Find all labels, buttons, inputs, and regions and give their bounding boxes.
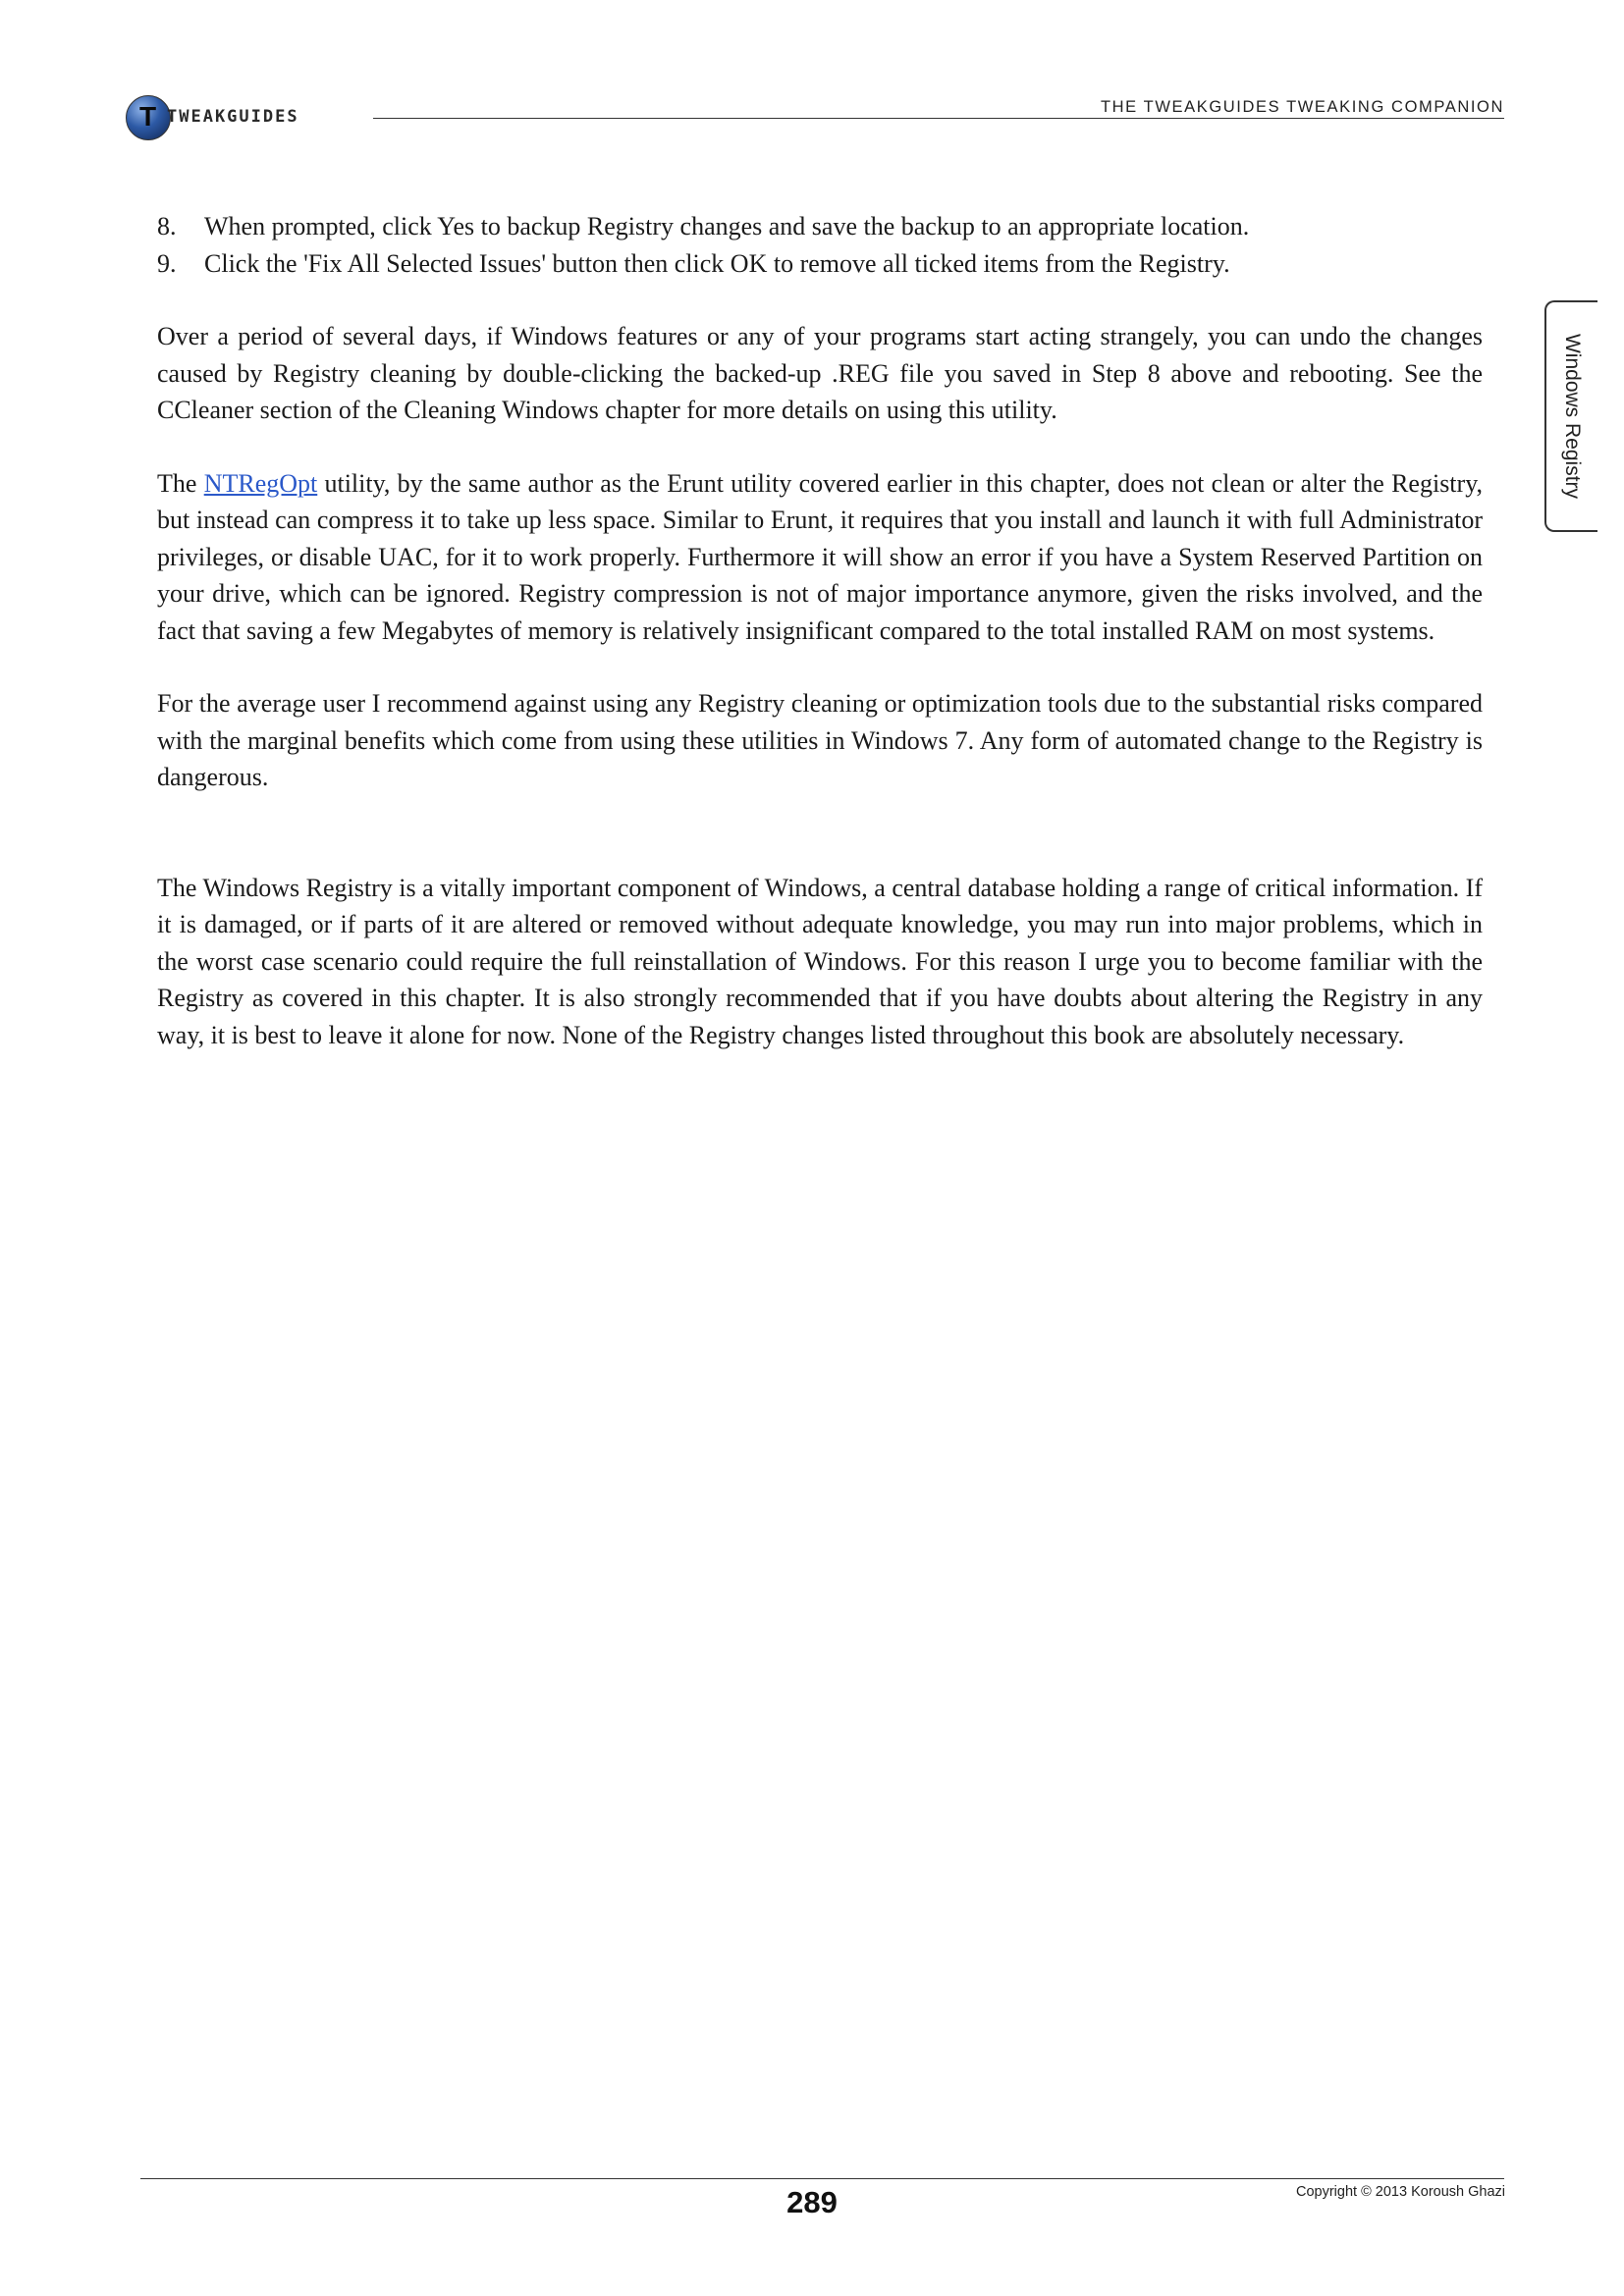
copyright-notice: Copyright © 2013 Koroush Ghazi	[1296, 2184, 1505, 2200]
step-text: Click the 'Fix All Selected Issues' button then click OK to remove all ticked items from the Registry.	[204, 248, 1230, 278]
step-text: When prompted, click Yes to backup Registry changes and save the backup to an appropriate location.	[204, 212, 1250, 240]
logo-wordmark: TWEAKGUIDES	[167, 107, 299, 127]
steps-list	[157, 208, 1483, 282]
step-number: 8.	[157, 212, 177, 240]
paragraph-text: utility, by the same author as the Erunt utility covered earlier in this chapter, does not clean or alter the Registry, but instead can compress it to take up less space. Similar to Erunt, it requires that you install and launch it with full Administrator privileges, or disable UAC, for it to work properly. Furthermore it will show an error if you have a System Reserved Partition on your drive, which can be ignored. Registry compression is not of major importance anymore, given the risks involved, and the fact that saving a few Megabytes of memory is relatively insignificant compared to the total installed RAM on most systems.	[157, 468, 1484, 645]
page-number: 289	[786, 2185, 838, 2219]
footer-rule	[140, 2178, 1504, 2179]
paragraph-conclusion: The Windows Registry is a vitally important component of Windows, a central database holding a range of critical information. If it is damaged, or if parts of it are altered or removed without adequate knowledge, you may run into major problems, which in the worst case scenario could require the full reinstallation of Windows. For this reason I urge you to become familiar with the Registry as covered in this chapter. It is also strongly recommended that if you have doubts about altering the Registry in any way, it is best to leave it alone for now. None of the Registry changes listed throughout this book are absolutely necessary.	[157, 873, 1483, 1049]
logo-t-glyph: T	[139, 101, 157, 132]
list-item	[157, 208, 1483, 245]
ntregopt-link[interactable]: NTRegOpt	[203, 468, 318, 498]
header-rule	[373, 118, 1504, 119]
paragraph-text: The	[157, 468, 204, 498]
list-item	[157, 245, 1483, 283]
step-number: 9.	[157, 248, 177, 278]
page-content	[157, 208, 1483, 1053]
paragraph-ntregopt	[157, 465, 1483, 650]
chapter-side-tab-label: Windows Registry	[1561, 333, 1584, 500]
paragraph-recommendation: For the average user I recommend against using any Registry cleaning or optimization tools due to the substantial risks compared with the marginal benefits which come from using these utilities in Windows 7. Any form of automated change to the Registry is dangerous.	[157, 689, 1483, 791]
tweakguides-logo-icon	[126, 95, 171, 140]
chapter-side-tab	[1544, 300, 1597, 532]
tweakguides-logo	[126, 95, 361, 144]
header-title: THE TWEAKGUIDES TWEAKING COMPANION	[1100, 98, 1504, 116]
paragraph-undo-changes: Over a period of several days, if Windows features or any of your programs start acting strangely, you can undo the changes caused by Registry cleaning by double-clicking the backed-up .REG file you saved in Step 8 above and rebooting. See the CCleaner section of the Cleaning Windows chapter for more details on using this utility.	[157, 322, 1483, 424]
